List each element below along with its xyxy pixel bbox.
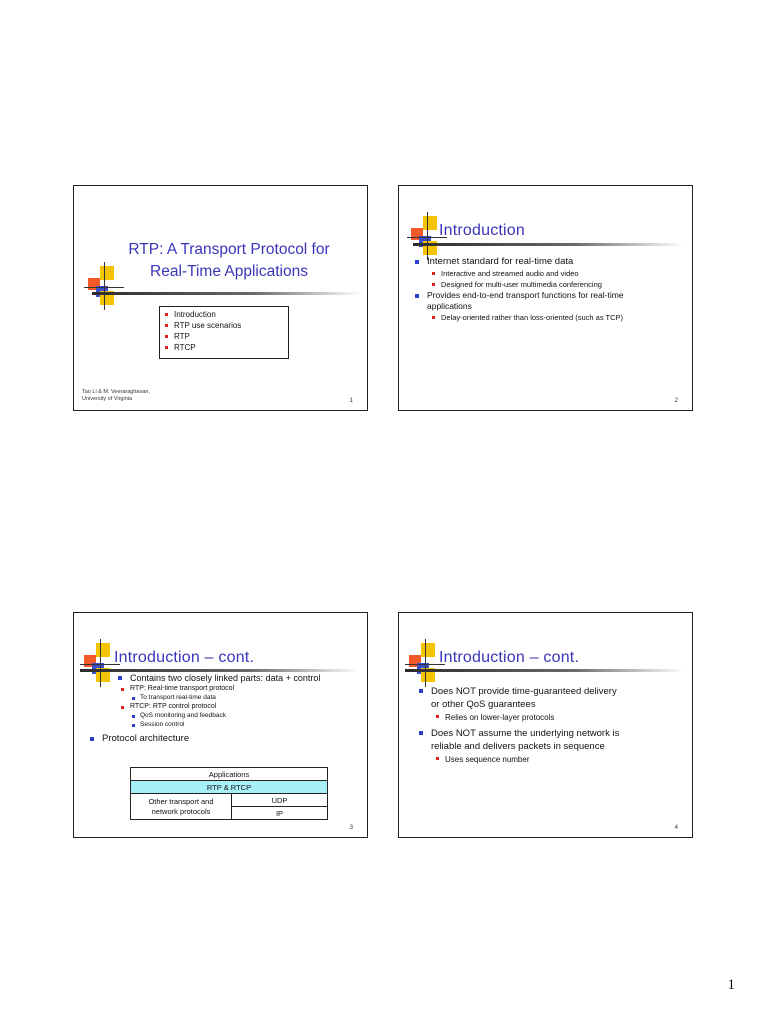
table-cell-ip: IP [232, 807, 328, 820]
outline-item: Introduction [164, 309, 288, 320]
bullet-line: applications [427, 301, 472, 311]
bullet: Internet standard for real-time data [415, 256, 682, 268]
slide-3-body [90, 672, 357, 745]
table-cell-udp: UDP [232, 794, 328, 807]
cell-line: network protocols [151, 806, 211, 816]
bullet-line: Provides end-to-end transport functions for real-time [427, 290, 624, 300]
bullet-line: Does NOT assume the underlying network is [431, 728, 620, 739]
sub-bullet: Relies on lower-layer protocols [435, 711, 682, 725]
cell-line: Other transport and [148, 796, 214, 806]
footer-authors: Tao Li & M. Veeraraghavan, [82, 389, 150, 395]
sub-bullet: RTCP: RTP control protocol [120, 702, 357, 711]
sub-sub-bullet: To transport real-time data [132, 693, 357, 702]
slide-4-title: Introduction – cont. [439, 649, 580, 666]
slide-number: 1 [349, 398, 353, 404]
bullet [415, 290, 682, 312]
title-underline [413, 243, 683, 246]
slide-4-body [419, 685, 682, 767]
bullet [419, 727, 682, 753]
slide-number: 4 [674, 825, 678, 831]
bullet-line: reliable and delivers packets in sequence [431, 741, 605, 752]
outline-item: RTCP [164, 342, 288, 353]
outline-item: RTP use scenarios [164, 320, 288, 331]
protocol-architecture-table [130, 767, 328, 820]
sub-bullet: Uses sequence number [435, 753, 682, 767]
slide-number: 3 [349, 825, 353, 831]
slide-2 [398, 185, 693, 411]
sub-sub-bullet: Session control [132, 720, 357, 729]
sub-bullet: RTP: Real-time transport protocol [120, 684, 357, 693]
outline-item: RTP [164, 331, 288, 342]
bullet: Contains two closely linked parts: data + control [118, 672, 357, 684]
title-underline [405, 669, 685, 672]
bullet-line: Does NOT provide time-guaranteed delivery [431, 686, 617, 697]
slide-number: 2 [674, 398, 678, 404]
slide-2-body [415, 256, 682, 323]
slide-3-title: Introduction – cont. [114, 649, 255, 666]
outline-box [159, 306, 289, 359]
slide-footer [82, 389, 150, 403]
table-cell-applications: Applications [131, 768, 328, 781]
sub-bullet: Designed for multi-user multimedia conferencing [431, 279, 682, 290]
table-cell-rtp-rtcp: RTP & RTCP [131, 781, 328, 794]
slide-2-title: Introduction [439, 222, 526, 239]
slide-1 [73, 185, 368, 411]
slide-1-title-line-1: RTP: A Transport Protocol for [128, 241, 330, 258]
bullet-line: or other QoS guarantees [431, 699, 536, 710]
table-cell-other-protocols [131, 794, 232, 820]
slide-4 [398, 612, 693, 838]
slide-1-title-line-2: Real-Time Applications [150, 263, 308, 280]
slide-3 [73, 612, 368, 838]
sub-bullet: Delay-oriented rather than loss-oriented (such as TCP) [431, 312, 682, 323]
title-underline [92, 292, 362, 295]
bullet [419, 685, 682, 711]
page-number: 1 [727, 977, 735, 993]
sub-sub-bullet: QoS monitoring and feedback [132, 711, 357, 720]
bullet: Protocol architecture [90, 733, 357, 745]
footer-affiliation: University of Virginia [82, 396, 133, 402]
sub-bullet: Interactive and streamed audio and video [431, 268, 682, 279]
